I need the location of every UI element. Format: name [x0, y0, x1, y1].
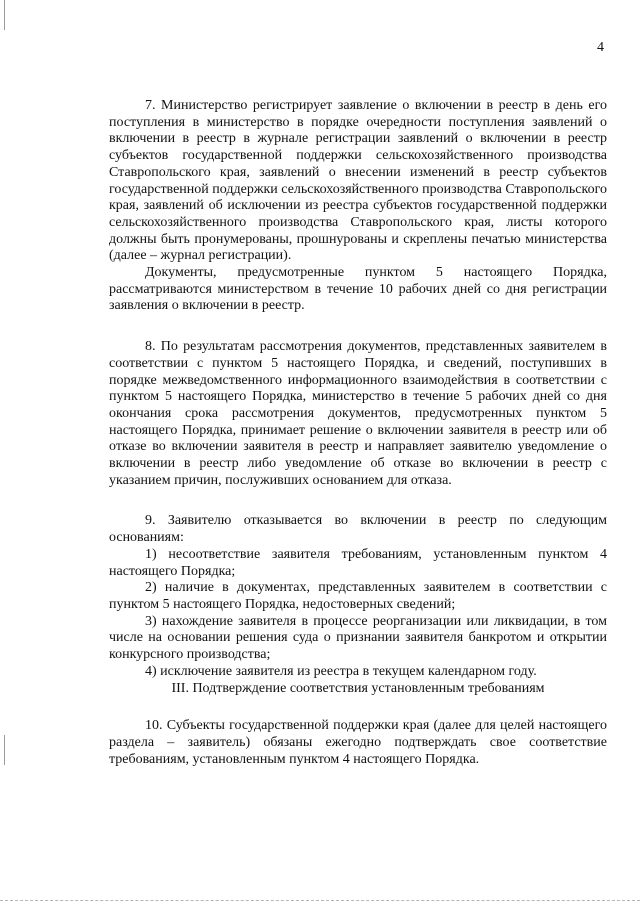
page-bottom-edge: [0, 900, 640, 901]
list-item-9-2: 2) наличие в документах, представленных заявителем в соответствии с пунктом 5 настоящего Порядка, недостоверных сведений;: [109, 580, 607, 612]
paragraph-10: 10. Субъекты государственной поддержки края (далее для целей настоящего раздела – заявитель) обязаны ежегодно подтверждать свое соответствие требованиям, установленным пунктом 4 настоящего Порядка.: [109, 718, 607, 767]
list-item-9-1: 1) несоответствие заявителя требованиям, установленным пунктом 4 настоящего Порядка;: [109, 546, 607, 579]
paragraph-7: 7. Министерство регистрирует заявление о включении в реестр в день его поступления в министерство в порядке очередности поступления заявлений о включении в реестр в журнале регистрации заявлений о включении в реестр субъектов государственной поддержки сельскохозяйственного производства Ставропольского края, заявлений о внесении изменений в реестр субъектов государственной поддержки сельскохозяйственного производства Ставропольского края, заявлений об исключении из реестра субъектов государственной поддержки сельскохозяйственного производства Ставропольского края, листы которого должны быть пронумерованы, прошнурованы и скреплены печатью министерства (далее – журнал регистрации).: [109, 98, 607, 264]
paragraph-8: 8. По результатам рассмотрения документов, представленных заявителем в соответствии с пунктом 5 настоящего Порядка, и сведений, поступивших в порядке межведомственного информационного взаимодействия в соответствии с пунктом 5 настоящего Порядка, министерство в течение 5 рабочих дней со дня окончания срока рассмотрения документов, предусмотренных пунктом 5 настоящего Порядка, принимает решение о включении заявителя в реестр или об отказе во включении заявителя в реестр и направляет заявителю уведомление о включении в реестр либо уведомление об отказе во включении в реестр с указанием причин, послуживших основанием для отказа.: [109, 339, 607, 488]
scan-edge-line-top: [4, 0, 5, 30]
list-item-9-4: 4) исключение заявителя из реестра в текущем календарном году.: [145, 663, 537, 679]
scan-edge-line-bottom: [4, 735, 5, 765]
document-body: [109, 98, 607, 768]
page-number: 4: [597, 40, 604, 55]
section-heading-iii: III. Подтверждение соответствия установленным требованиям: [171, 680, 545, 696]
paragraph-7-documents: Документы, предусмотренные пунктом 5 настоящего Порядка, рассматриваются министерством в течение 10 рабочих дней со дня регистрации заявления о включении в реестр.: [109, 265, 607, 314]
list-item-9-3: 3) нахождение заявителя в процессе реорганизации или ликвидации, в том числе на основании решения суда о признании заявителя банкротом и открытии конкурсного производства;: [109, 613, 607, 663]
paragraph-9-intro: 9. Заявителю отказывается во включении в реестр по следующим основаниям:: [109, 513, 607, 546]
